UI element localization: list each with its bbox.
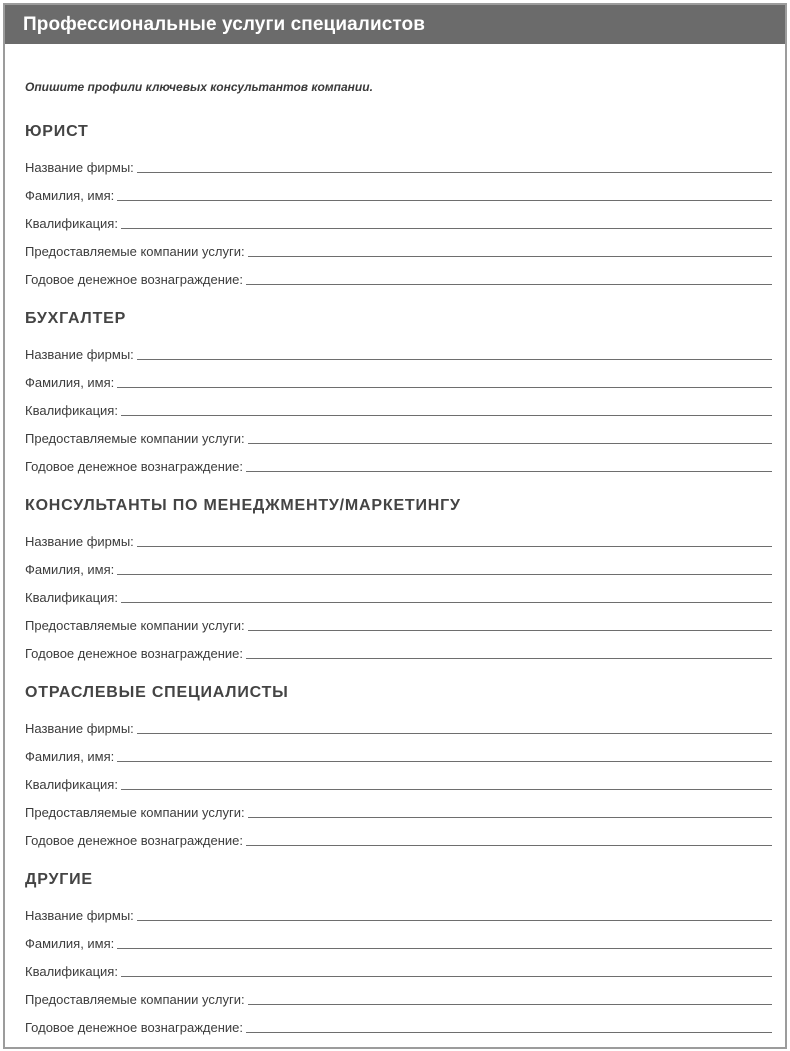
field-annual-fee <box>25 448 772 476</box>
annual-fee-input[interactable] <box>246 644 772 659</box>
full-name-input[interactable] <box>117 373 772 388</box>
field-label: Квалификация: <box>25 777 118 792</box>
services-input[interactable] <box>248 429 772 444</box>
services-input[interactable] <box>248 242 772 257</box>
firm-name-input[interactable] <box>137 158 772 173</box>
field-firm-name <box>25 149 772 177</box>
section-others <box>25 869 772 1037</box>
field-label: Название фирмы: <box>25 160 134 175</box>
field-label: Квалификация: <box>25 403 118 418</box>
field-label: Годовое денежное вознаграждение: <box>25 1020 243 1035</box>
field-services <box>25 607 772 635</box>
qualification-input[interactable] <box>121 214 772 229</box>
field-label: Предоставляемые компании услуги: <box>25 805 245 820</box>
full-name-input[interactable] <box>117 560 772 575</box>
field-label: Квалификация: <box>25 590 118 605</box>
field-full-name <box>25 177 772 205</box>
field-qualification <box>25 205 772 233</box>
firm-name-input[interactable] <box>137 345 772 360</box>
field-full-name <box>25 364 772 392</box>
firm-name-input[interactable] <box>137 532 772 547</box>
field-annual-fee <box>25 822 772 850</box>
firm-name-input[interactable] <box>137 906 772 921</box>
field-services <box>25 233 772 261</box>
section-industry-specialists <box>25 682 772 850</box>
full-name-input[interactable] <box>117 934 772 949</box>
full-name-input[interactable] <box>117 747 772 762</box>
qualification-input[interactable] <box>121 775 772 790</box>
field-label: Годовое денежное вознаграждение: <box>25 272 243 287</box>
firm-name-input[interactable] <box>137 719 772 734</box>
annual-fee-input[interactable] <box>246 831 772 846</box>
field-label: Название фирмы: <box>25 347 134 362</box>
section-title: ОТРАСЛЕВЫЕ СПЕЦИАЛИСТЫ <box>25 684 289 701</box>
field-firm-name <box>25 336 772 364</box>
field-firm-name <box>25 710 772 738</box>
annual-fee-input[interactable] <box>246 270 772 285</box>
field-label: Фамилия, имя: <box>25 375 115 390</box>
section-accountant <box>25 308 772 476</box>
full-name-input[interactable] <box>117 186 772 201</box>
annual-fee-input[interactable] <box>246 457 772 472</box>
services-input[interactable] <box>248 616 772 631</box>
section-lawyer <box>25 121 772 289</box>
field-annual-fee <box>25 635 772 663</box>
field-full-name <box>25 738 772 766</box>
field-label: Фамилия, имя: <box>25 188 115 203</box>
section-title: БУХГАЛТЕР <box>25 310 127 327</box>
qualification-input[interactable] <box>121 962 772 977</box>
section-consultants <box>25 495 772 663</box>
services-input[interactable] <box>248 990 772 1005</box>
services-input[interactable] <box>248 803 772 818</box>
field-qualification <box>25 392 772 420</box>
field-label: Фамилия, имя: <box>25 749 115 764</box>
field-full-name <box>25 925 772 953</box>
field-label: Название фирмы: <box>25 908 134 923</box>
field-label: Предоставляемые компании услуги: <box>25 244 245 259</box>
field-label: Квалификация: <box>25 216 118 231</box>
page-title: Профессиональные услуги специалистов <box>5 5 785 44</box>
field-label: Предоставляемые компании услуги: <box>25 618 245 633</box>
field-qualification <box>25 766 772 794</box>
field-annual-fee <box>25 1009 772 1037</box>
field-label: Фамилия, имя: <box>25 936 115 951</box>
field-label: Название фирмы: <box>25 534 134 549</box>
field-label: Фамилия, имя: <box>25 562 115 577</box>
intro-text: Опишите профили ключевых консультантов компании. <box>25 80 373 94</box>
qualification-input[interactable] <box>121 588 772 603</box>
field-label: Годовое денежное вознаграждение: <box>25 459 243 474</box>
section-title: КОНСУЛЬТАНТЫ ПО МЕНЕДЖМЕНТУ/МАРКЕТИНГУ <box>25 497 461 514</box>
field-label: Предоставляемые компании услуги: <box>25 992 245 1007</box>
form-page <box>3 3 787 1049</box>
field-label: Квалификация: <box>25 964 118 979</box>
field-services <box>25 981 772 1009</box>
section-title: ДРУГИЕ <box>25 871 93 888</box>
field-qualification <box>25 579 772 607</box>
section-title: ЮРИСТ <box>25 123 89 140</box>
field-services <box>25 794 772 822</box>
field-annual-fee <box>25 261 772 289</box>
field-full-name <box>25 551 772 579</box>
field-firm-name <box>25 523 772 551</box>
field-qualification <box>25 953 772 981</box>
field-label: Годовое денежное вознаграждение: <box>25 833 243 848</box>
field-label: Предоставляемые компании услуги: <box>25 431 245 446</box>
annual-fee-input[interactable] <box>246 1018 772 1033</box>
field-label: Годовое денежное вознаграждение: <box>25 646 243 661</box>
field-firm-name <box>25 897 772 925</box>
qualification-input[interactable] <box>121 401 772 416</box>
field-services <box>25 420 772 448</box>
field-label: Название фирмы: <box>25 721 134 736</box>
